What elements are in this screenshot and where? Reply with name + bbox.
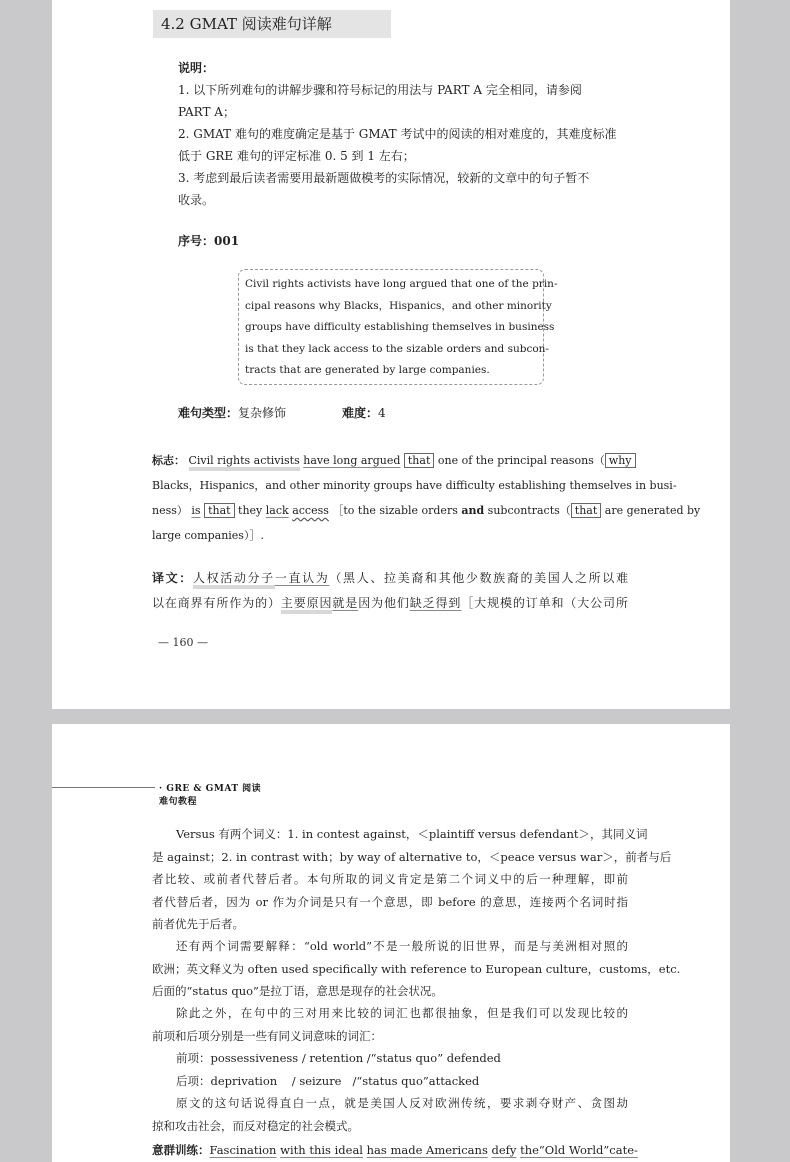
page-161 [52, 724, 730, 1162]
trans-subject: 主要原因 [281, 596, 333, 614]
notes-label: 说明： [178, 61, 215, 75]
page-160 [52, 0, 730, 709]
drill-chunk: has made Americans [366, 1143, 488, 1157]
note-line: 低于 GRE 难句的评定标准 0. 5 到 1 左右； [178, 149, 415, 163]
back-terms: 后项：deprivation / seizure /“status quo”attacked [176, 1073, 480, 1088]
annot-text: they [238, 504, 263, 517]
connector: that [571, 503, 601, 518]
paragraph-summary [152, 1092, 628, 1137]
difficulty-label: 难度： [342, 406, 379, 420]
trans-text: （黑人、拉美裔和其他少数族裔的美国人之所以难 [329, 571, 628, 585]
verb: lack [265, 504, 289, 517]
para-line: 者比较、或前者代替后者。本句所取的词义肯定是第二个词义中的后一种理解，即前 [152, 872, 628, 886]
example-line: tracts that are generated by large companies. [245, 364, 490, 376]
subject: Civil rights activists [189, 454, 300, 471]
trans-line [152, 591, 628, 616]
drill-line [152, 1139, 638, 1162]
note-line: 3. 考虑到最后读者需要用最新题做模考的实际情况，较新的文章中的句子暂不 [178, 171, 590, 185]
note-line: 收录。 [178, 193, 215, 207]
paragraph-versus [152, 823, 672, 936]
annot-text: subcontracts（ [487, 504, 571, 517]
annot-text: and [461, 504, 485, 517]
para-line: 掠和攻击社会，而反对稳定的社会模式。 [152, 1118, 359, 1133]
example-sentence-box [238, 269, 558, 385]
annot-label: 标志： [152, 454, 185, 467]
trans-verb: 就是 [332, 596, 359, 610]
connector: why [605, 453, 636, 468]
example-line: Civil rights activists have long argued that one of the prin- [245, 278, 558, 290]
note-line: PART A； [178, 105, 235, 119]
drill-chunk: defy [491, 1143, 517, 1157]
page-number: — 160 — [158, 636, 208, 649]
translation-block [152, 566, 628, 616]
trans-text: 因为他们 [358, 596, 410, 610]
annotation-block [152, 448, 701, 548]
drill-label: 意群训练： [152, 1143, 210, 1157]
difficulty [342, 402, 442, 424]
type-label: 难句类型： [178, 406, 239, 420]
annot-line [152, 448, 632, 473]
connector: that [204, 503, 234, 518]
drill-chunk: with this ideal [280, 1143, 363, 1157]
para-line: 者代替后者，因为 or 作为介词是只有一个意思，即 before 的意思，连接两个名词时指 [152, 894, 628, 909]
trans-label: 译文： [152, 571, 193, 585]
serial-number: 序号：001 [178, 234, 240, 248]
para-line: Versus 有两个词义：1. in contest against，＜plaintiff versus defendant＞，其同义词 [176, 827, 648, 841]
annot-line: Blacks，Hispanics，and other minority groups have difficulty establishing themselves in busi- [152, 479, 677, 492]
paragraph-compare [152, 1002, 628, 1092]
note-line: 2. GMAT 难句的难度确定是基于 GMAT 考试中的阅读的相对难度的，其难度标准 [178, 127, 617, 141]
verb: have long argued [303, 454, 401, 467]
connector: that [404, 453, 434, 468]
annot-text: ness） [152, 504, 188, 517]
para-line: 除此之外，在句中的三对用来比较的词汇也都很抽象，但是我们可以发现比较的 [176, 1006, 628, 1020]
para-line: 前项和后项分别是一些有同义词意味的词汇： [152, 1028, 382, 1043]
verb: is [191, 504, 201, 517]
type-value: 复杂修饰 [238, 406, 287, 420]
annot-text: ［to the sizable orders [332, 504, 458, 517]
annot-text: one of the principal reasons（ [437, 454, 605, 467]
para-line: 后面的“status quo”是拉丁语，意思是现存的社会状况。 [152, 984, 443, 998]
difficulty-value: 4 [378, 406, 386, 420]
running-head [52, 784, 272, 807]
annot-line: large companies）］. [152, 529, 264, 542]
example-line: groups have difficulty establishing themselves in business [245, 321, 555, 333]
para-line: 前者优先于后者。 [152, 917, 244, 931]
example-line: cipal reasons why Blacks，Hispanics，and other minority [245, 299, 552, 312]
running-head-text: · GRE & GMAT 阅读难句教程 [155, 781, 272, 807]
drill-chunk: the“Old World”cate- [520, 1143, 638, 1157]
sense-group-drill [152, 1139, 638, 1162]
note-line: 1. 以下所列难句的讲解步骤和符号标记的用法与 PART A 完全相同，请参阅 [178, 83, 582, 97]
trans-verb: 一直认为 [274, 571, 330, 585]
annot-text: are generated by [604, 504, 701, 517]
trans-text: 以在商界有所作为的） [152, 596, 281, 610]
trans-text: ［大规模的订单和（大公司所 [461, 596, 628, 610]
front-terms: 前项：possessiveness / retention /“status quo” defended [176, 1051, 501, 1065]
trans-verb: 缺乏得到 [409, 596, 462, 610]
paragraph-old-world [152, 935, 681, 1003]
section-title: 4.2 GMAT 阅读难句详解 [153, 10, 391, 38]
para-line: 欧洲；英文释义为 often used specifically with reference to European culture，customs，etc. [152, 961, 681, 976]
trans-subject: 人权活动分子 [193, 571, 275, 589]
example-line: is that they lack access to the sizable orders and subcon- [245, 342, 549, 355]
para-line: 还有两个词需要解释：“old world”不是一般所说的旧世界，而是与美洲相对照的 [176, 939, 628, 953]
para-line: 是 against；2. in contrast with；by way of alternative to，＜peace versus war＞，前者与后 [152, 849, 672, 864]
drill-chunk: Fascination [209, 1143, 277, 1157]
object: access [292, 504, 329, 517]
trans-line [152, 566, 628, 591]
para-line: 原文的这句话说得直白一点，就是美国人反对欧洲传统，要求剥夺财产、贪图劫 [176, 1096, 628, 1110]
annot-line [152, 498, 701, 523]
